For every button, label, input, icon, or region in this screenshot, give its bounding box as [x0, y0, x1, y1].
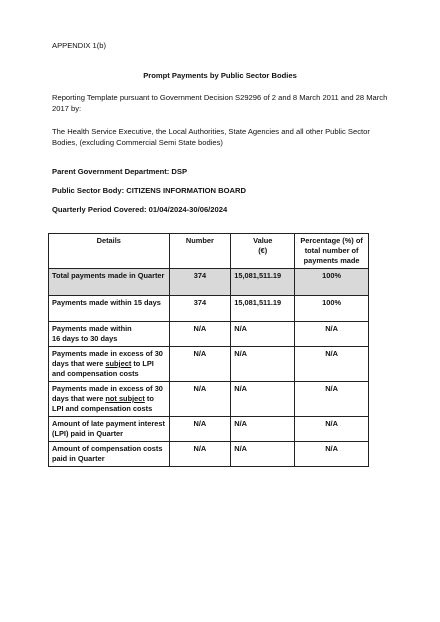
- row-value: N/A: [231, 322, 295, 347]
- header-details: Details: [49, 234, 170, 269]
- bodies-text: The Health Service Executive, the Local Authorities, State Agencies and all other Public Sector Bodies, (excluding Commercial Semi State bodies): [52, 127, 370, 147]
- table-row: [49, 417, 369, 442]
- row-value: N/A: [231, 347, 295, 382]
- header-percentage: Percentage (%) of total number of payments made: [295, 234, 369, 269]
- row-percentage: N/A: [295, 347, 369, 382]
- row-details: Total payments made in Quarter: [49, 269, 170, 296]
- row-number: N/A: [169, 347, 231, 382]
- row-details-post: to LPI and compensation costs: [52, 394, 154, 413]
- row-details: Amount of late payment interest (LPI) paid in Quarter: [49, 417, 170, 442]
- row-details-post: to LPI and compensation costs: [52, 359, 154, 378]
- table-row: [49, 382, 369, 417]
- document-title: Prompt Payments by Public Sector Bodies: [143, 71, 297, 80]
- row-details-pre: Payments made in excess of 30 days that were: [52, 349, 163, 368]
- row-details: [49, 382, 170, 417]
- table-row: [49, 296, 369, 322]
- parent-department: Parent Government Department: DSP: [52, 167, 188, 176]
- table-row: [49, 442, 369, 467]
- row-details: [49, 322, 170, 347]
- row-details: [49, 347, 170, 382]
- row-percentage: N/A: [295, 322, 369, 347]
- public-sector-body: Public Sector Body: CITIZENS INFORMATION BOARD: [52, 186, 246, 195]
- table-row: [49, 347, 369, 382]
- quarterly-period: Quarterly Period Covered: 01/04/2024-30/06/2024: [52, 205, 228, 214]
- row-value: 15,081,511.19: [231, 296, 295, 322]
- row-details-line1: Payments made within: [52, 324, 132, 333]
- row-percentage: N/A: [295, 442, 369, 467]
- row-value: N/A: [231, 417, 295, 442]
- header-value-unit: (€): [258, 246, 268, 255]
- row-percentage: N/A: [295, 417, 369, 442]
- row-number: N/A: [169, 382, 231, 417]
- row-percentage: 100%: [295, 269, 369, 296]
- row-value: 15,081,511.19: [231, 269, 295, 296]
- table-header-row: [49, 234, 369, 269]
- row-details: Payments made within 15 days: [49, 296, 170, 322]
- row-number: N/A: [169, 322, 231, 347]
- header-number: Number: [169, 234, 231, 269]
- table-row: [49, 269, 369, 296]
- row-number: N/A: [169, 442, 231, 467]
- table-row: [49, 322, 369, 347]
- row-details-line2: 16 days to 30 days: [52, 334, 118, 343]
- row-details-underlined: subject: [105, 359, 132, 368]
- row-value: N/A: [231, 382, 295, 417]
- reporting-template-text: Reporting Template pursuant to Government Decision S29296 of 2 and 8 March 2011 and 28 March 2017 by:: [52, 93, 388, 113]
- row-value: N/A: [231, 442, 295, 467]
- row-details: Amount of compensation costs paid in Quarter: [49, 442, 170, 467]
- row-number: N/A: [169, 417, 231, 442]
- header-value: [231, 234, 295, 269]
- appendix-label: APPENDIX 1(b): [52, 41, 107, 50]
- row-percentage: N/A: [295, 382, 369, 417]
- row-number: 374: [169, 296, 231, 322]
- row-number: 374: [169, 269, 231, 296]
- row-percentage: 100%: [295, 296, 369, 322]
- prompt-payments-table: [48, 233, 369, 467]
- row-details-pre: Payments made in excess of 30 days that were: [52, 384, 163, 403]
- header-value-label: Value: [253, 236, 273, 245]
- row-details-underlined: not subject: [105, 394, 145, 403]
